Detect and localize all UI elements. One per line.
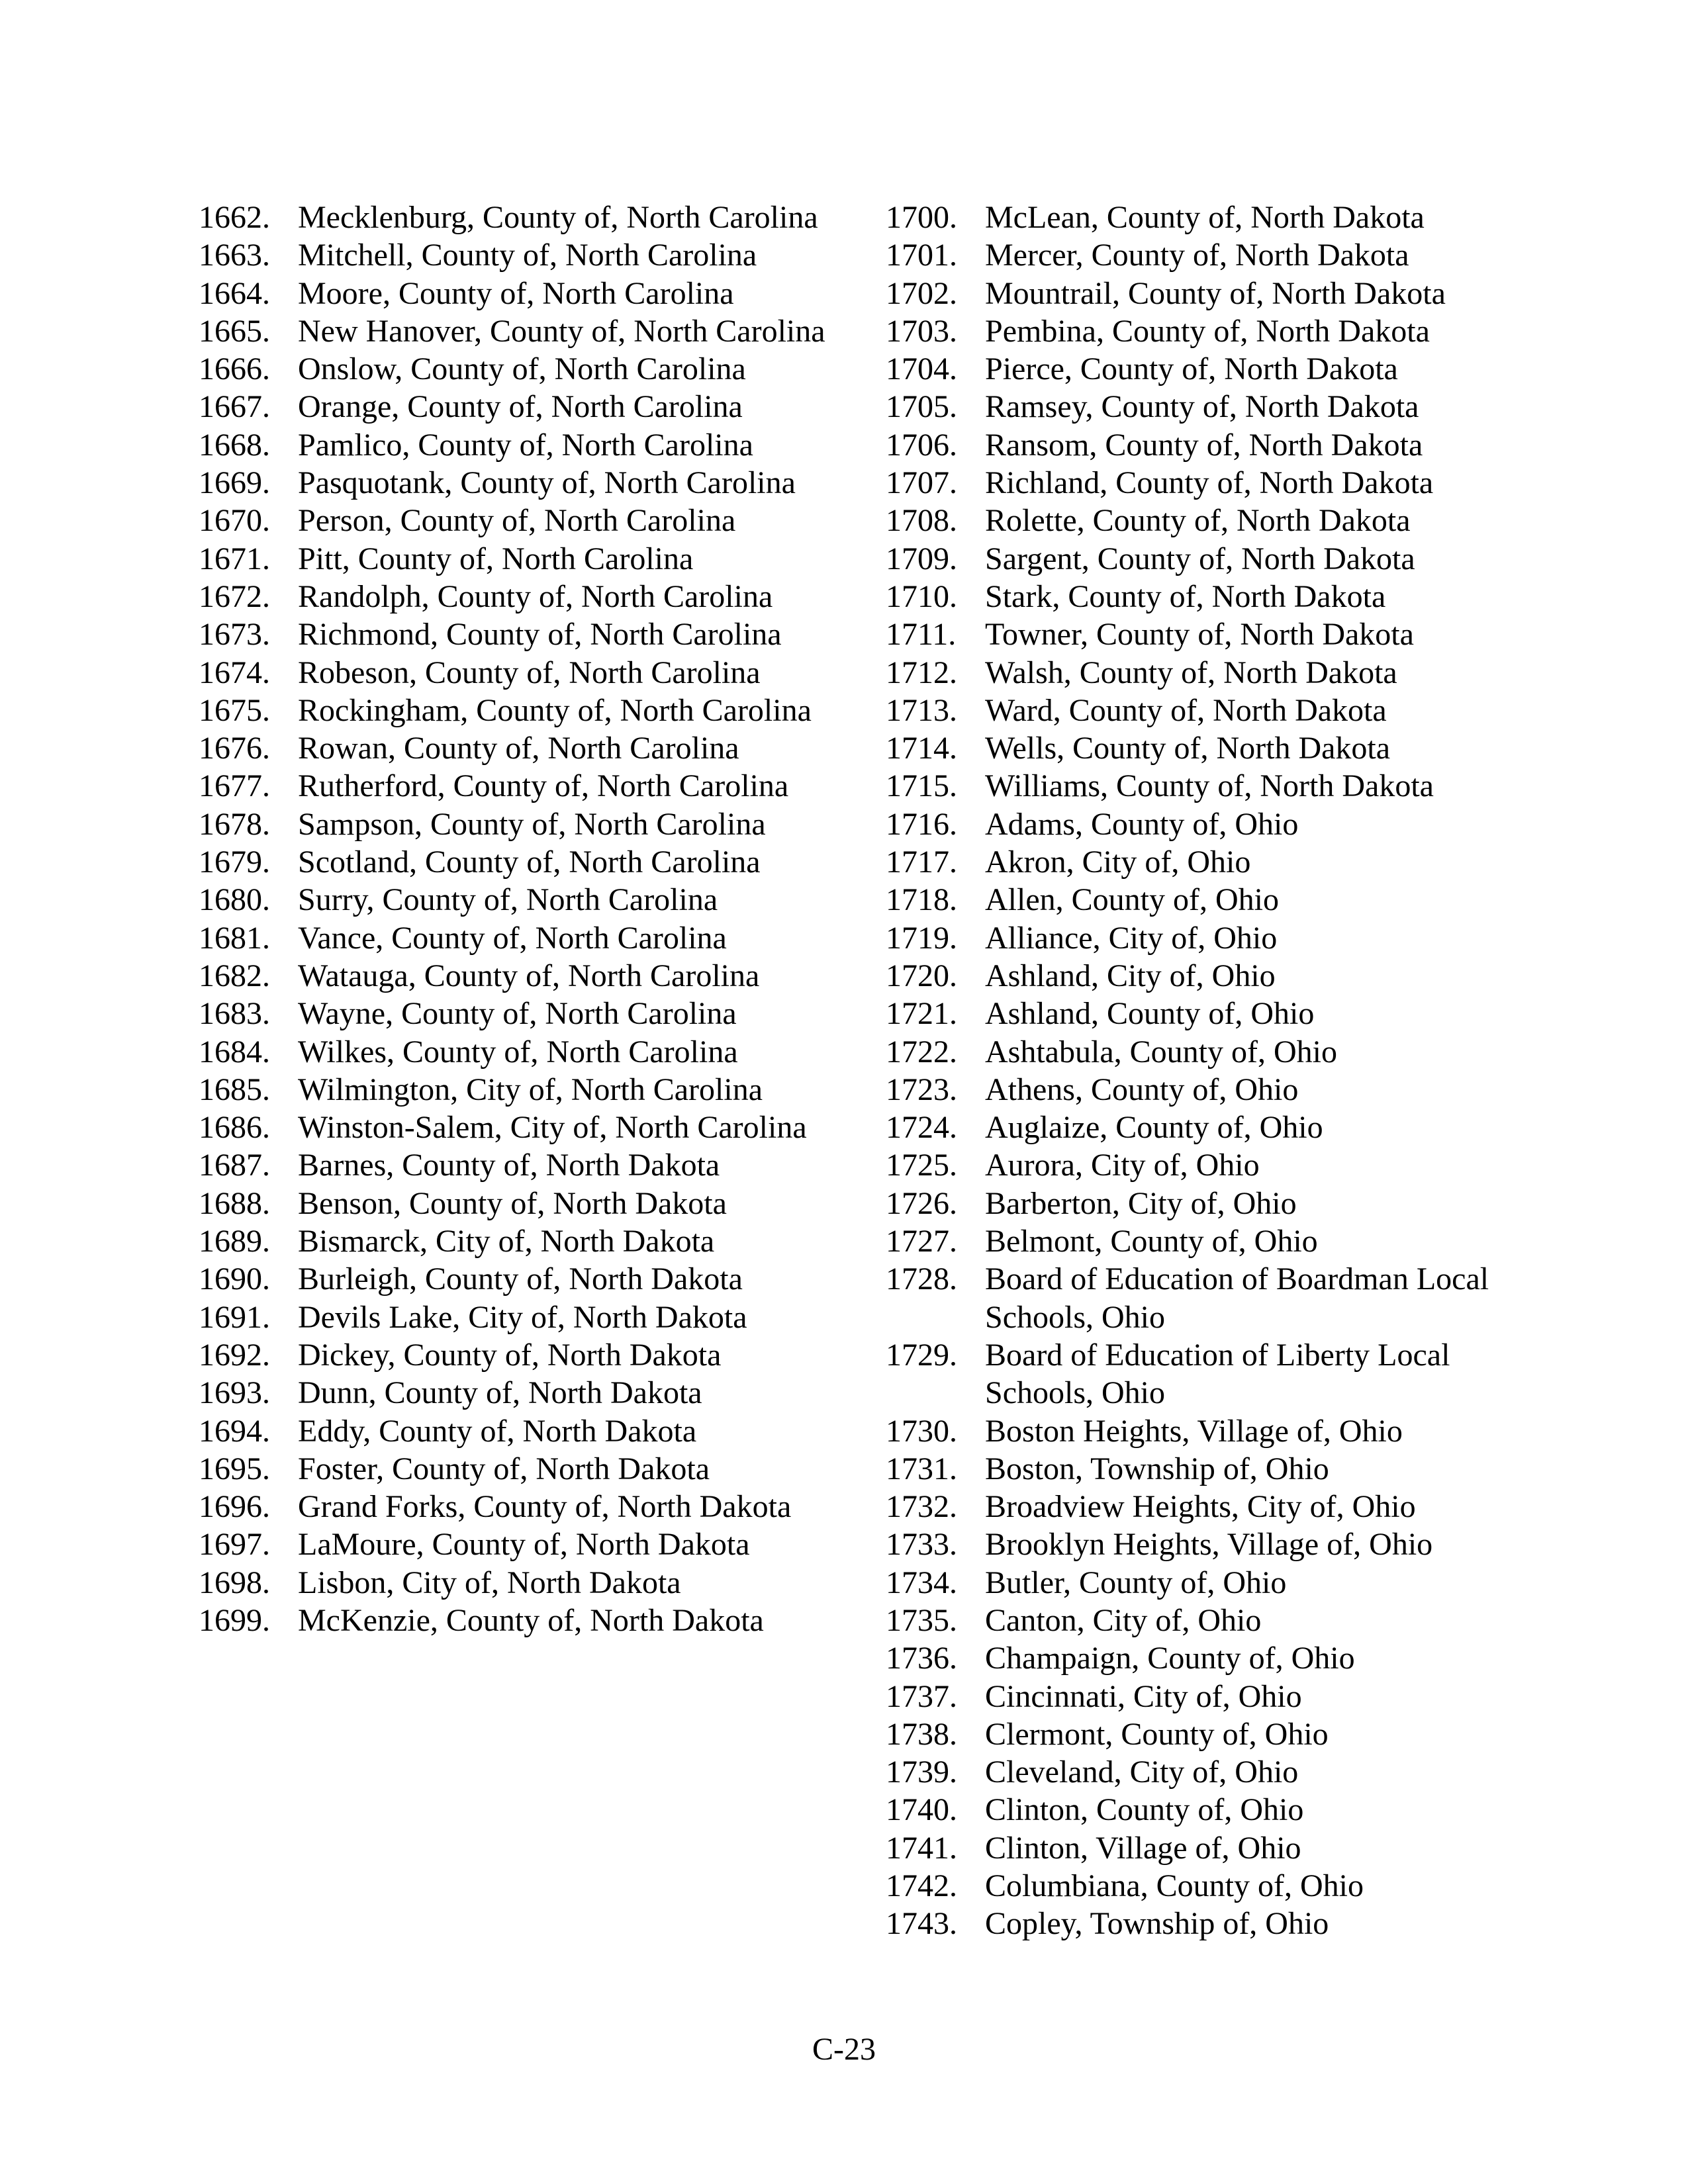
list-item <box>886 881 1508 919</box>
item-name: Broadview Heights, City of, Ohio <box>985 1489 1416 1525</box>
item-number: 1727. <box>886 1224 957 1259</box>
item-name: Grand Forks, County of, North Dakota <box>298 1489 792 1525</box>
item-number: 1698. <box>199 1565 270 1600</box>
item-name: Barberton, City of, Ohio <box>985 1185 1297 1221</box>
item-name: Butler, County of, Ohio <box>985 1565 1287 1600</box>
list-item <box>199 995 834 1032</box>
list-item <box>199 615 834 653</box>
list-item <box>886 1639 1508 1677</box>
list-item <box>886 350 1508 388</box>
item-number: 1685. <box>199 1071 270 1107</box>
item-name: Cleveland, City of, Ohio <box>985 1754 1299 1790</box>
list-item <box>886 1109 1508 1146</box>
list-item <box>886 1071 1508 1109</box>
list-item <box>886 654 1508 692</box>
list-item <box>199 1222 834 1260</box>
item-number: 1728. <box>886 1261 957 1297</box>
item-name: Ashland, County of, Ohio <box>985 996 1315 1032</box>
item-name: Person, County of, North Carolina <box>298 503 736 539</box>
list-item <box>199 1033 834 1071</box>
list-item <box>886 692 1508 729</box>
item-name: Belmont, County of, Ohio <box>985 1224 1318 1259</box>
list-item <box>886 1867 1508 1905</box>
item-name: Surry, County of, North Carolina <box>298 882 718 918</box>
item-name: Aurora, City of, Ohio <box>985 1148 1260 1183</box>
item-name: Pembina, County of, North Dakota <box>985 313 1430 349</box>
item-number: 1681. <box>199 920 270 956</box>
list-item <box>886 1905 1508 1942</box>
item-name: Bismarck, City of, North Dakota <box>298 1224 715 1259</box>
list-item <box>886 540 1508 578</box>
item-name: Lisbon, City of, North Dakota <box>298 1565 681 1600</box>
item-name: McLean, County of, North Dakota <box>985 200 1425 235</box>
item-name: Pasquotank, County of, North Carolina <box>298 465 796 501</box>
item-name: McKenzie, County of, North Dakota <box>298 1602 764 1638</box>
list-item <box>199 1450 834 1488</box>
item-name: Richmond, County of, North Carolina <box>298 617 782 653</box>
item-number: 1713. <box>886 692 957 728</box>
item-name: Ashland, City of, Ohio <box>985 958 1276 993</box>
item-number: 1703. <box>886 313 957 349</box>
list-item <box>886 199 1508 236</box>
item-name: Clinton, County of, Ohio <box>985 1792 1304 1828</box>
item-number: 1742. <box>886 1868 957 1904</box>
item-name: Mecklenburg, County of, North Carolina <box>298 200 818 235</box>
list-item <box>199 805 834 843</box>
list-item <box>886 805 1508 843</box>
item-number: 1739. <box>886 1754 957 1790</box>
item-number: 1720. <box>886 958 957 993</box>
item-number: 1743. <box>886 1906 957 1942</box>
list-item <box>886 1033 1508 1071</box>
item-name: Walsh, County of, North Dakota <box>985 655 1397 690</box>
list-item <box>886 919 1508 957</box>
right-column-list <box>886 199 1508 1943</box>
item-number: 1665. <box>199 313 270 349</box>
item-number: 1672. <box>199 578 270 614</box>
item-name: Pitt, County of, North Carolina <box>298 541 694 576</box>
item-number: 1692. <box>199 1337 270 1373</box>
item-number: 1721. <box>886 996 957 1032</box>
list-item <box>886 957 1508 995</box>
item-number: 1725. <box>886 1148 957 1183</box>
list-item <box>886 1525 1508 1563</box>
item-number: 1662. <box>199 200 270 235</box>
item-number: 1712. <box>886 655 957 690</box>
item-name: Eddy, County of, North Dakota <box>298 1413 697 1449</box>
left-column-list <box>199 199 834 1639</box>
item-number: 1690. <box>199 1261 270 1297</box>
list-item <box>886 995 1508 1032</box>
list-item <box>199 1412 834 1450</box>
list-item <box>886 1336 1508 1412</box>
item-number: 1724. <box>886 1110 957 1146</box>
item-name: Ramsey, County of, North Dakota <box>985 389 1419 425</box>
list-item <box>199 1071 834 1109</box>
item-number: 1689. <box>199 1224 270 1259</box>
item-number: 1716. <box>886 806 957 842</box>
list-item <box>886 1222 1508 1260</box>
item-name: Moore, County of, North Carolina <box>298 275 734 311</box>
item-name: Ransom, County of, North Dakota <box>985 427 1423 463</box>
item-number: 1723. <box>886 1071 957 1107</box>
list-item <box>199 1260 834 1298</box>
item-number: 1732. <box>886 1489 957 1525</box>
item-number: 1663. <box>199 238 270 273</box>
list-item <box>199 540 834 578</box>
list-item <box>199 350 834 388</box>
item-number: 1666. <box>199 351 270 387</box>
item-name: Akron, City of, Ohio <box>985 844 1251 880</box>
item-name: Brooklyn Heights, Village of, Ohio <box>985 1527 1433 1563</box>
item-number: 1706. <box>886 427 957 463</box>
item-name: Mercer, County of, North Dakota <box>985 238 1409 273</box>
item-name: Rockingham, County of, North Carolina <box>298 692 812 728</box>
item-number: 1677. <box>199 768 270 804</box>
item-number: 1683. <box>199 996 270 1032</box>
item-number: 1699. <box>199 1602 270 1638</box>
list-item <box>199 199 834 236</box>
list-item <box>886 1260 1508 1336</box>
item-number: 1684. <box>199 1034 270 1069</box>
item-number: 1717. <box>886 844 957 880</box>
list-item <box>886 275 1508 312</box>
item-name: Watauga, County of, North Carolina <box>298 958 760 993</box>
item-number: 1667. <box>199 389 270 425</box>
list-item <box>886 1450 1508 1488</box>
list-item <box>886 1753 1508 1791</box>
list-item <box>199 692 834 729</box>
item-name: Rolette, County of, North Dakota <box>985 503 1411 539</box>
item-name: Devils Lake, City of, North Dakota <box>298 1299 747 1335</box>
item-number: 1731. <box>886 1451 957 1486</box>
item-number: 1741. <box>886 1830 957 1866</box>
list-item <box>886 236 1508 274</box>
list-item <box>199 1488 834 1525</box>
list-item <box>199 1374 834 1412</box>
item-number: 1737. <box>886 1678 957 1714</box>
item-number: 1691. <box>199 1299 270 1335</box>
item-number: 1675. <box>199 692 270 728</box>
item-name: Dunn, County of, North Dakota <box>298 1375 702 1411</box>
item-number: 1704. <box>886 351 957 387</box>
item-number: 1729. <box>886 1337 957 1373</box>
item-number: 1730. <box>886 1413 957 1449</box>
item-name: Robeson, County of, North Carolina <box>298 655 761 690</box>
list-item <box>886 578 1508 615</box>
list-item <box>199 767 834 805</box>
item-name: Wells, County of, North Dakota <box>985 731 1391 766</box>
item-number: 1678. <box>199 806 270 842</box>
item-number: 1707. <box>886 465 957 501</box>
list-item <box>886 1185 1508 1222</box>
list-item <box>199 1109 834 1146</box>
item-name: Rowan, County of, North Carolina <box>298 731 739 766</box>
item-name: Randolph, County of, North Carolina <box>298 578 773 614</box>
list-item <box>199 1525 834 1563</box>
item-name: Auglaize, County of, Ohio <box>985 1110 1323 1146</box>
list-item <box>886 767 1508 805</box>
list-item <box>199 957 834 995</box>
list-item <box>886 464 1508 502</box>
item-name: Sampson, County of, North Carolina <box>298 806 766 842</box>
item-number: 1722. <box>886 1034 957 1069</box>
item-name: Columbiana, County of, Ohio <box>985 1868 1364 1904</box>
item-name: Board of Education of Liberty Local Schools, Ohio <box>985 1337 1450 1411</box>
item-name: Clinton, Village of, Ohio <box>985 1830 1301 1866</box>
item-number: 1673. <box>199 617 270 653</box>
item-number: 1709. <box>886 541 957 576</box>
list-item <box>886 729 1508 767</box>
item-name: Dickey, County of, North Dakota <box>298 1337 722 1373</box>
item-number: 1668. <box>199 427 270 463</box>
item-number: 1680. <box>199 882 270 918</box>
item-name: Scotland, County of, North Carolina <box>298 844 761 880</box>
item-name: Board of Education of Boardman Local Schools, Ohio <box>985 1261 1489 1335</box>
list-item <box>199 1298 834 1336</box>
item-number: 1670. <box>199 503 270 539</box>
item-number: 1710. <box>886 578 957 614</box>
item-name: Adams, County of, Ohio <box>985 806 1299 842</box>
item-name: Copley, Township of, Ohio <box>985 1906 1329 1942</box>
list-item <box>199 236 834 274</box>
item-name: Stark, County of, North Dakota <box>985 578 1386 614</box>
item-name: Ashtabula, County of, Ohio <box>985 1034 1337 1069</box>
item-name: Pamlico, County of, North Carolina <box>298 427 753 463</box>
list-item <box>886 312 1508 350</box>
item-name: Sargent, County of, North Dakota <box>985 541 1415 576</box>
item-name: Foster, County of, North Dakota <box>298 1451 710 1486</box>
item-number: 1736. <box>886 1641 957 1676</box>
item-number: 1701. <box>886 238 957 273</box>
item-number: 1682. <box>199 958 270 993</box>
list-item <box>886 388 1508 426</box>
list-item <box>886 1678 1508 1715</box>
list-item <box>199 1146 834 1184</box>
item-name: Pierce, County of, North Dakota <box>985 351 1398 387</box>
item-name: Ward, County of, North Dakota <box>985 692 1387 728</box>
item-number: 1719. <box>886 920 957 956</box>
list-item <box>199 1564 834 1602</box>
item-name: Williams, County of, North Dakota <box>985 768 1434 804</box>
list-item <box>199 1336 834 1374</box>
item-number: 1695. <box>199 1451 270 1486</box>
list-item <box>199 654 834 692</box>
item-name: Mountrail, County of, North Dakota <box>985 275 1446 311</box>
list-item <box>199 578 834 615</box>
item-number: 1708. <box>886 503 957 539</box>
list-item <box>886 1412 1508 1450</box>
item-name: Rutherford, County of, North Carolina <box>298 768 789 804</box>
list-item <box>199 843 834 881</box>
list-item <box>199 729 834 767</box>
item-number: 1697. <box>199 1527 270 1563</box>
item-name: Boston Heights, Village of, Ohio <box>985 1413 1403 1449</box>
item-name: Mitchell, County of, North Carolina <box>298 238 757 273</box>
item-name: Canton, City of, Ohio <box>985 1602 1262 1638</box>
list-item <box>886 1602 1508 1639</box>
list-item <box>199 1602 834 1639</box>
list-item <box>886 1564 1508 1602</box>
item-name: Wilmington, City of, North Carolina <box>298 1071 763 1107</box>
item-name: Orange, County of, North Carolina <box>298 389 743 425</box>
list-item <box>886 1146 1508 1184</box>
list-item <box>886 1715 1508 1753</box>
list-item <box>886 615 1508 653</box>
list-item <box>886 843 1508 881</box>
list-item <box>199 464 834 502</box>
item-number: 1726. <box>886 1185 957 1221</box>
list-item <box>886 1829 1508 1867</box>
list-item <box>886 1488 1508 1525</box>
item-name: Cincinnati, City of, Ohio <box>985 1678 1302 1714</box>
list-item <box>199 1185 834 1222</box>
list-item <box>199 388 834 426</box>
list-item <box>199 426 834 464</box>
item-number: 1696. <box>199 1489 270 1525</box>
item-number: 1702. <box>886 275 957 311</box>
list-item <box>199 502 834 539</box>
list-item <box>199 919 834 957</box>
item-name: New Hanover, County of, North Carolina <box>298 313 825 349</box>
item-number: 1734. <box>886 1565 957 1600</box>
item-number: 1738. <box>886 1716 957 1752</box>
item-name: Burleigh, County of, North Dakota <box>298 1261 743 1297</box>
item-name: Towner, County of, North Dakota <box>985 617 1414 653</box>
item-name: Wayne, County of, North Carolina <box>298 996 737 1032</box>
item-number: 1693. <box>199 1375 270 1411</box>
item-number: 1679. <box>199 844 270 880</box>
item-name: Onslow, County of, North Carolina <box>298 351 746 387</box>
item-number: 1733. <box>886 1527 957 1563</box>
item-name: Champaign, County of, Ohio <box>985 1641 1355 1676</box>
list-item <box>199 312 834 350</box>
item-number: 1711. <box>886 617 957 653</box>
item-number: 1705. <box>886 389 957 425</box>
item-name: Boston, Township of, Ohio <box>985 1451 1329 1486</box>
item-name: Winston-Salem, City of, North Carolina <box>298 1110 807 1146</box>
item-name: Allen, County of, Ohio <box>985 882 1279 918</box>
item-name: Barnes, County of, North Dakota <box>298 1148 720 1183</box>
item-number: 1700. <box>886 200 957 235</box>
item-number: 1671. <box>199 541 270 576</box>
item-number: 1735. <box>886 1602 957 1638</box>
item-number: 1674. <box>199 655 270 690</box>
item-number: 1669. <box>199 465 270 501</box>
item-number: 1686. <box>199 1110 270 1146</box>
item-number: 1688. <box>199 1185 270 1221</box>
item-number: 1740. <box>886 1792 957 1828</box>
item-number: 1718. <box>886 882 957 918</box>
item-number: 1715. <box>886 768 957 804</box>
list-item <box>886 1791 1508 1829</box>
item-name: Athens, County of, Ohio <box>985 1071 1299 1107</box>
item-name: Clermont, County of, Ohio <box>985 1716 1329 1752</box>
item-number: 1714. <box>886 731 957 766</box>
item-number: 1694. <box>199 1413 270 1449</box>
list-item <box>199 275 834 312</box>
list-item <box>886 426 1508 464</box>
item-number: 1676. <box>199 731 270 766</box>
list-item <box>199 881 834 919</box>
item-name: Benson, County of, North Dakota <box>298 1185 727 1221</box>
list-item <box>886 502 1508 539</box>
item-number: 1687. <box>199 1148 270 1183</box>
item-name: Vance, County of, North Carolina <box>298 920 727 956</box>
item-name: Wilkes, County of, North Carolina <box>298 1034 738 1069</box>
item-name: Richland, County of, North Dakota <box>985 465 1434 501</box>
item-number: 1664. <box>199 275 270 311</box>
page-number: C-23 <box>812 2032 876 2067</box>
item-name: LaMoure, County of, North Dakota <box>298 1527 750 1563</box>
item-name: Alliance, City of, Ohio <box>985 920 1278 956</box>
